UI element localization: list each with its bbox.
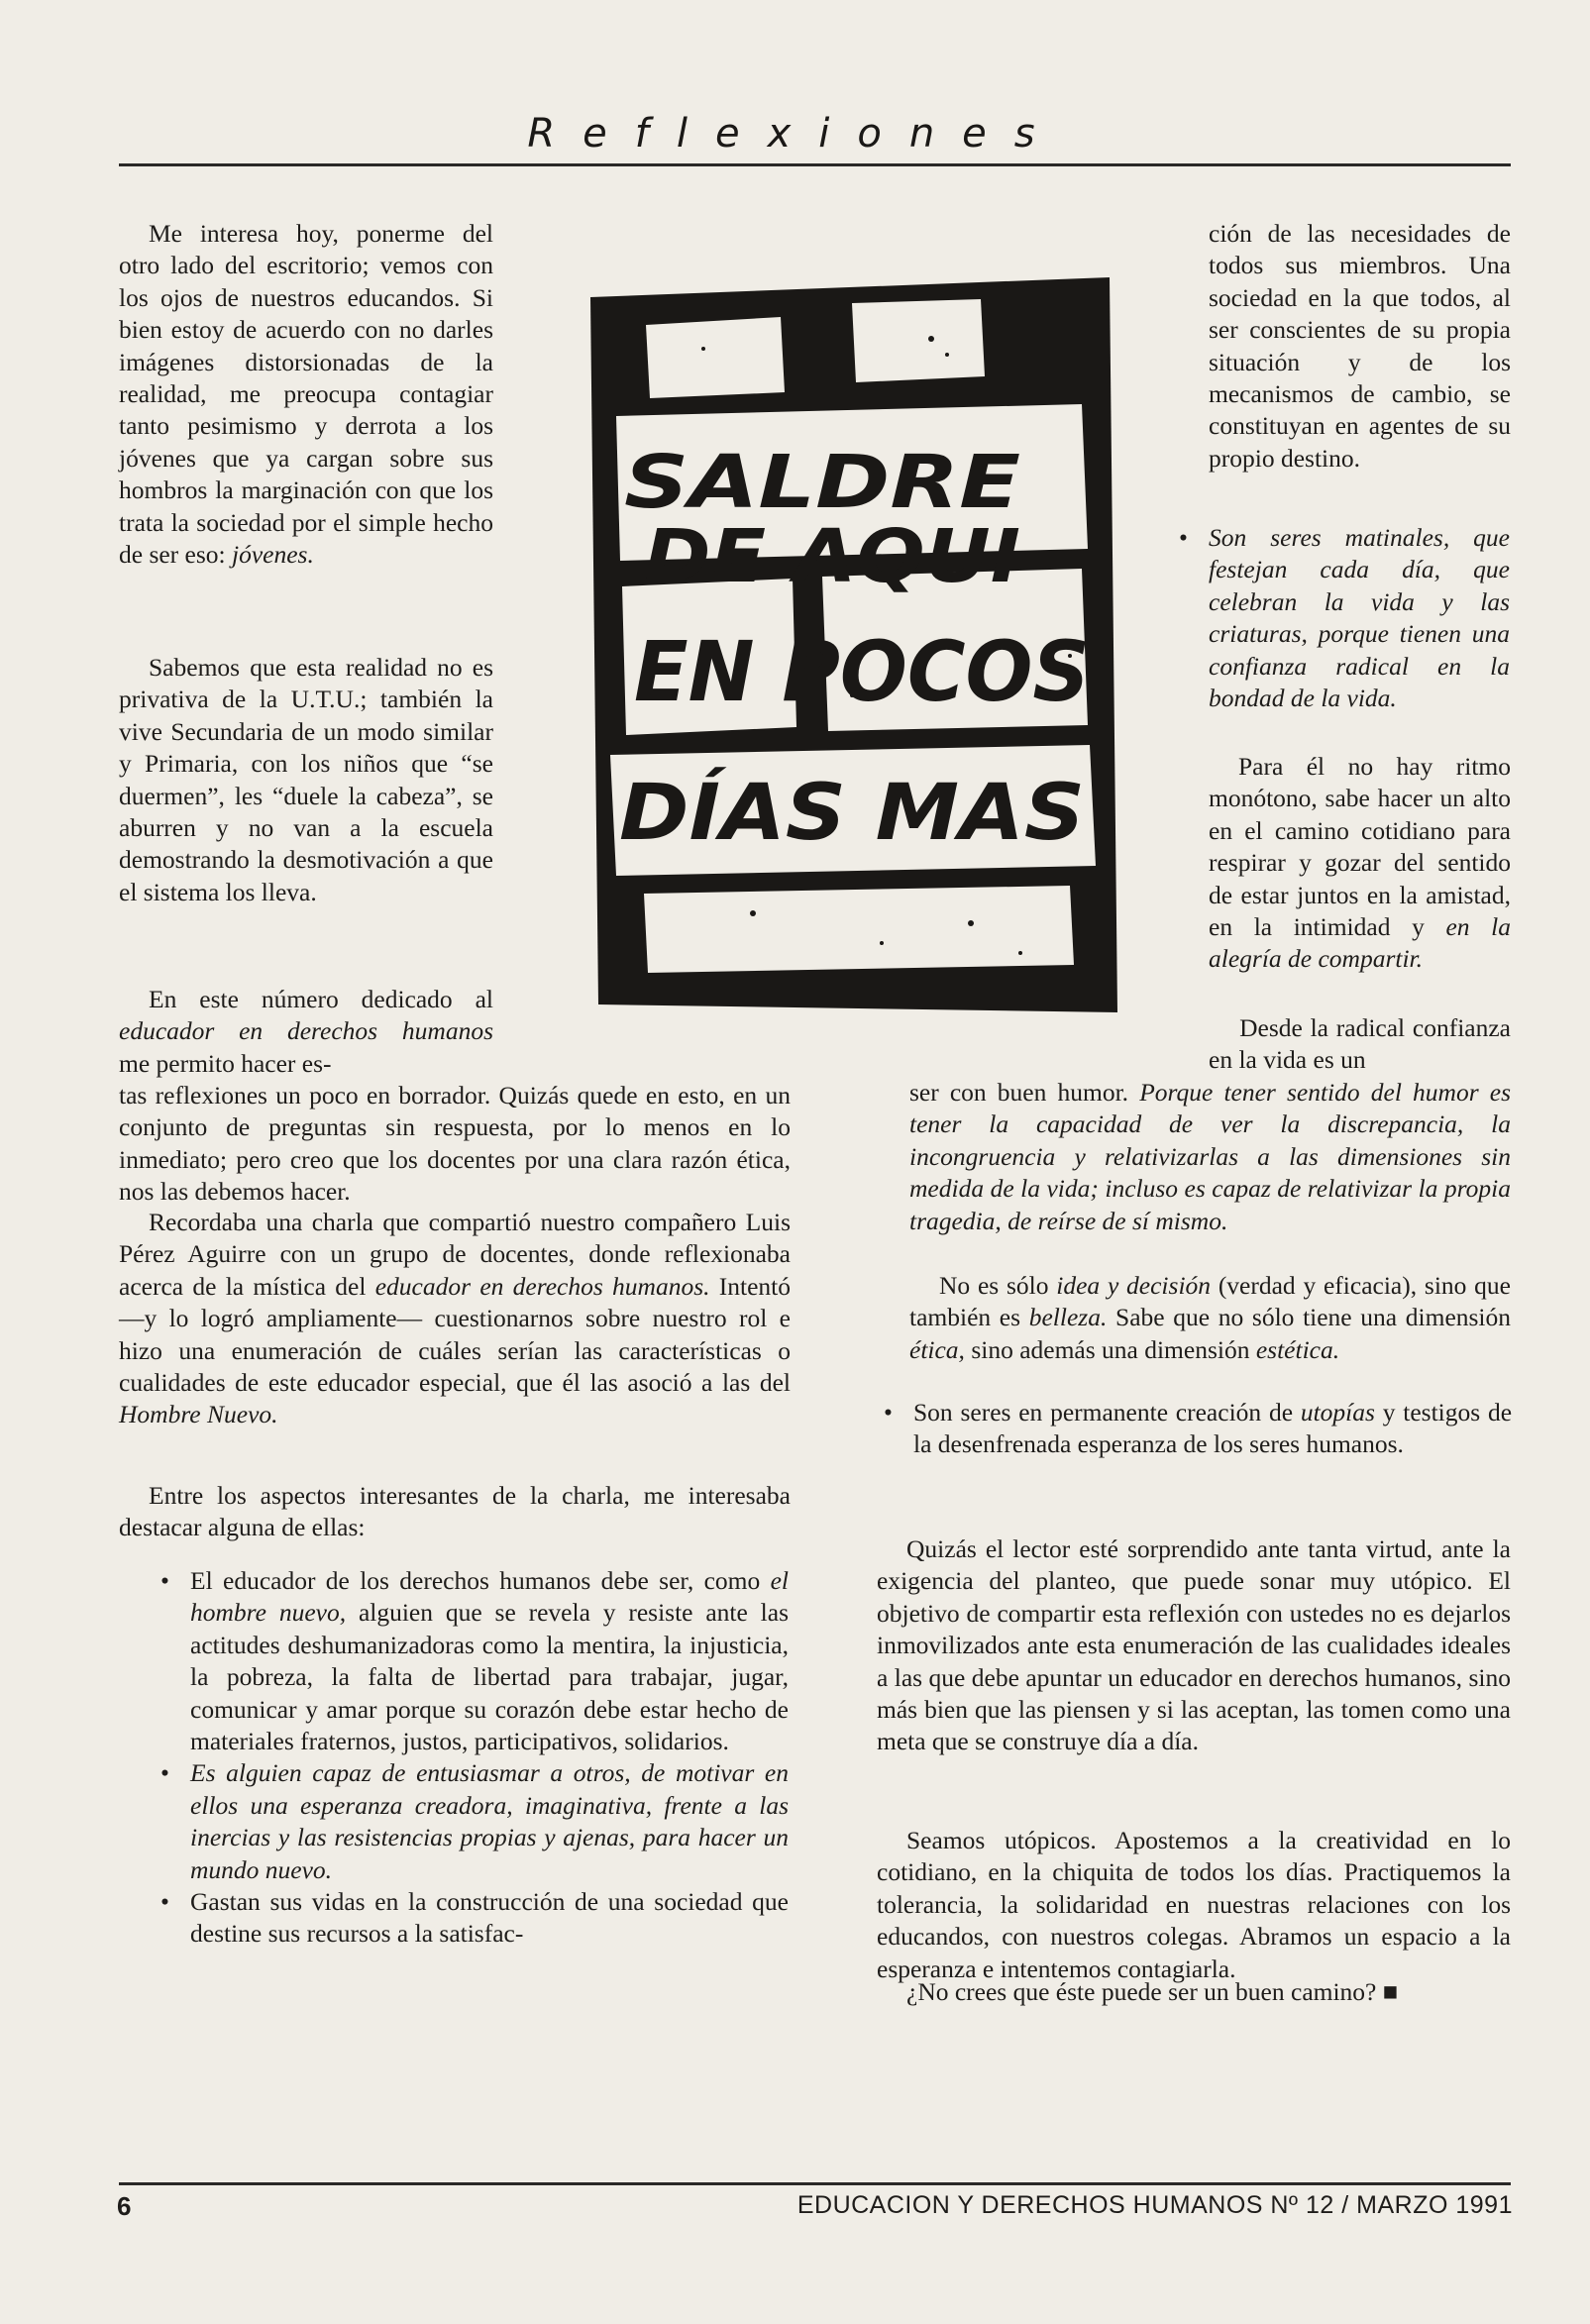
- left-p3-emphasis: educador en derechos humanos: [119, 1016, 493, 1046]
- left-paragraph-1: [119, 218, 493, 571]
- right-paragraph-3: ser con buen humor. Porque tener sentido del humor es tener la capacidad de ver la discrepancia, la incongruencia y relativizarlas a las dimensiones sin medida de la vida; incluso es capaz de relativizar la propia tragedia, de reírse de sí mismo.: [909, 1078, 1511, 1235]
- list-item: • Gastan sus vidas en la construcción de una sociedad que destine sus recursos a la satisfac-: [155, 1886, 789, 1951]
- left-p4-emphasis-2: Hombre Nuevo.: [119, 1400, 278, 1429]
- right-paragraph-2: Para él no hay ritmo monótono, sabe hacer un alto en el camino cotidiano para respirar y gozar del sentido de estar juntos en la amistad, en la intimidad y en la alegría de compartir.: [1209, 752, 1511, 974]
- footer-divider: [119, 2182, 1511, 2185]
- right-paragraph-6: Seamos utópicos. Apostemos a la creatividad en lo cotidiano, en la chiquita de todos los días. Practiquemos la tolerancia, la solidaridad en nuestras relaciones con los educandos, con nuestros colegas. Abramos un espacio a la esperanza e intentemos contagiarla.: [877, 1826, 1511, 1983]
- left-p4-emphasis-1: educador en derechos humanos.: [374, 1271, 710, 1301]
- left-paragraph-5: Entre los aspectos interesantes de la charla, me interesaba destacar alguna de ellas:: [119, 1481, 791, 1542]
- left-p1-emphasis: jóvenes.: [232, 540, 314, 570]
- left-paragraph-2: Sabemos que esta realidad no es privativa de la U.T.U.; también la vive Secundaria de un modo similar y Primaria, con los niños que “se duermen”, les “duele la cabeza”, se aburren y no van a la escuela demostrando la desmotivación a que el sistema los lleva.: [119, 653, 493, 906]
- section-title: Reflexiones: [527, 111, 1063, 157]
- left-paragraph-4: Recordaba una charla que compartió nuestro compañero Luis Pérez Aguirre con un grupo de docentes, donde reflexionaba acerca de la mística del educador en derechos humanos. Intentó —y lo logró ampliamente— cuestionarnos sobre nuestro rol e hizo una enumeración de cuáles serían las características o cualidades de este educador especial, que él las asoció a las del Hombre Nuevo.: [119, 1208, 792, 1429]
- right-bullet-list-2: [878, 1397, 1512, 1461]
- woodcut-illustration: [555, 260, 1149, 1030]
- list-item: • Son seres en permanente creación de utopías y testigos de la desenfrenada esperanza de los seres humanos.: [878, 1397, 1512, 1461]
- right-paragraph-5: Quizás el lector esté sorprendido ante tanta virtud, ante la exigencia del planteo, que puede sonar muy utópico. El objetivo de compartir esta reflexión con ustedes no es dejarlos inmovilizados ante esta enumeración de las cualidades ideales a las que debe apuntar un educador en derechos humanos, sino más bien que las piensen y si las aceptan, las tomen como una meta que se construye día a día.: [877, 1534, 1511, 1756]
- list-item: • El educador de los derechos humanos debe ser, como el hombre nuevo, alguien que se revela y resiste ante las actitudes deshumanizadoras como la mentira, la injusticia, la pobreza, la falta de libertad para trabajar, jugar, comunicar y amar porque su corazón debe estar hecho de materiales fraternos, justos, participativos, solidarios.: [155, 1565, 789, 1757]
- right-bullet-list-1: [1173, 522, 1510, 714]
- list-item: • Son seres matinales, que festejan cada día, que celebran la vida y las criaturas, porque tienen una confianza radical en la bondad de la vida.: [1173, 522, 1510, 714]
- right-paragraph-3-narrow: Desde la radical confianza en la vida es un: [1209, 1013, 1511, 1075]
- left-paragraph-3-narrow: En este número dedicado al educador en derechos humanos me permito hacer es-: [119, 985, 493, 1078]
- end-of-article-mark: ■: [1382, 1977, 1399, 2006]
- left-bullet-list: [155, 1565, 789, 1951]
- left-p1-text: Me interesa hoy, ponerme del otro lado del escritorio; vemos con los ojos de nuestros educandos. Si bien estoy de acuerdo con no darles imágenes distorsionadas de la realidad, me preocupa contagiar tanto pesimismo y derrota a los jóvenes que ya cargan sobre sus hombros la marginación con que los trata la sociedad por el simple hecho de ser eso:: [119, 219, 493, 570]
- publication-info: EDUCACION Y DERECHOS HUMANOS Nº 12 / MARZO 1991: [796, 2191, 1513, 2219]
- illustration-line-4: DÍAS MAS: [619, 769, 1047, 858]
- illustration-line-1: SALDRE: [624, 440, 1020, 525]
- right-paragraph-7: ¿No crees que éste puede ser un buen camino? ■: [906, 1977, 1399, 2006]
- right-paragraph-1: ción de las necesidades de todos sus miembros. Una sociedad en la que todos, al ser conscientes de su propia situación y de los mecanismos de cambio, se constituyan en agentes de su propio destino.: [1209, 219, 1511, 473]
- left-paragraph-3: tas reflexiones un poco en borrador. Quizás quede en esto, en un conjunto de preguntas sin respuesta, por lo menos en lo inmediato; pero creo que los docentes por una clara razón ética, nos las debemos hacer.: [119, 1081, 791, 1207]
- right-p2-emphasis: en la alegría de compartir.: [1209, 912, 1511, 974]
- header-divider: [119, 163, 1511, 166]
- page-number: 6: [117, 2191, 132, 2221]
- list-item: • Es alguien capaz de entusiasmar a otros, de motivar en ellos una esperanza creadora, imaginativa, frente a las inercias y las resistencias propias y ajenas, para hacer un mundo nuevo.: [155, 1757, 789, 1886]
- right-paragraph-4: No es sólo idea y decisión (verdad y eficacia), sino que también es belleza. Sabe que no sólo tiene una dimensión ética, sino además una dimensión estética.: [909, 1271, 1512, 1364]
- illustration-line-2: DE AQUI: [644, 514, 1020, 599]
- right-p3-emphasis: Porque tener sentido del humor es tener la capacidad de ver la discrepancia, la incongruencia y relativizarlas a las dimensiones sin medida de la vida; incluso es capaz de relativizar la propia tragedia, de reírse de sí mismo.: [909, 1078, 1511, 1235]
- illustration-line-3: EN POCOS: [634, 623, 1090, 720]
